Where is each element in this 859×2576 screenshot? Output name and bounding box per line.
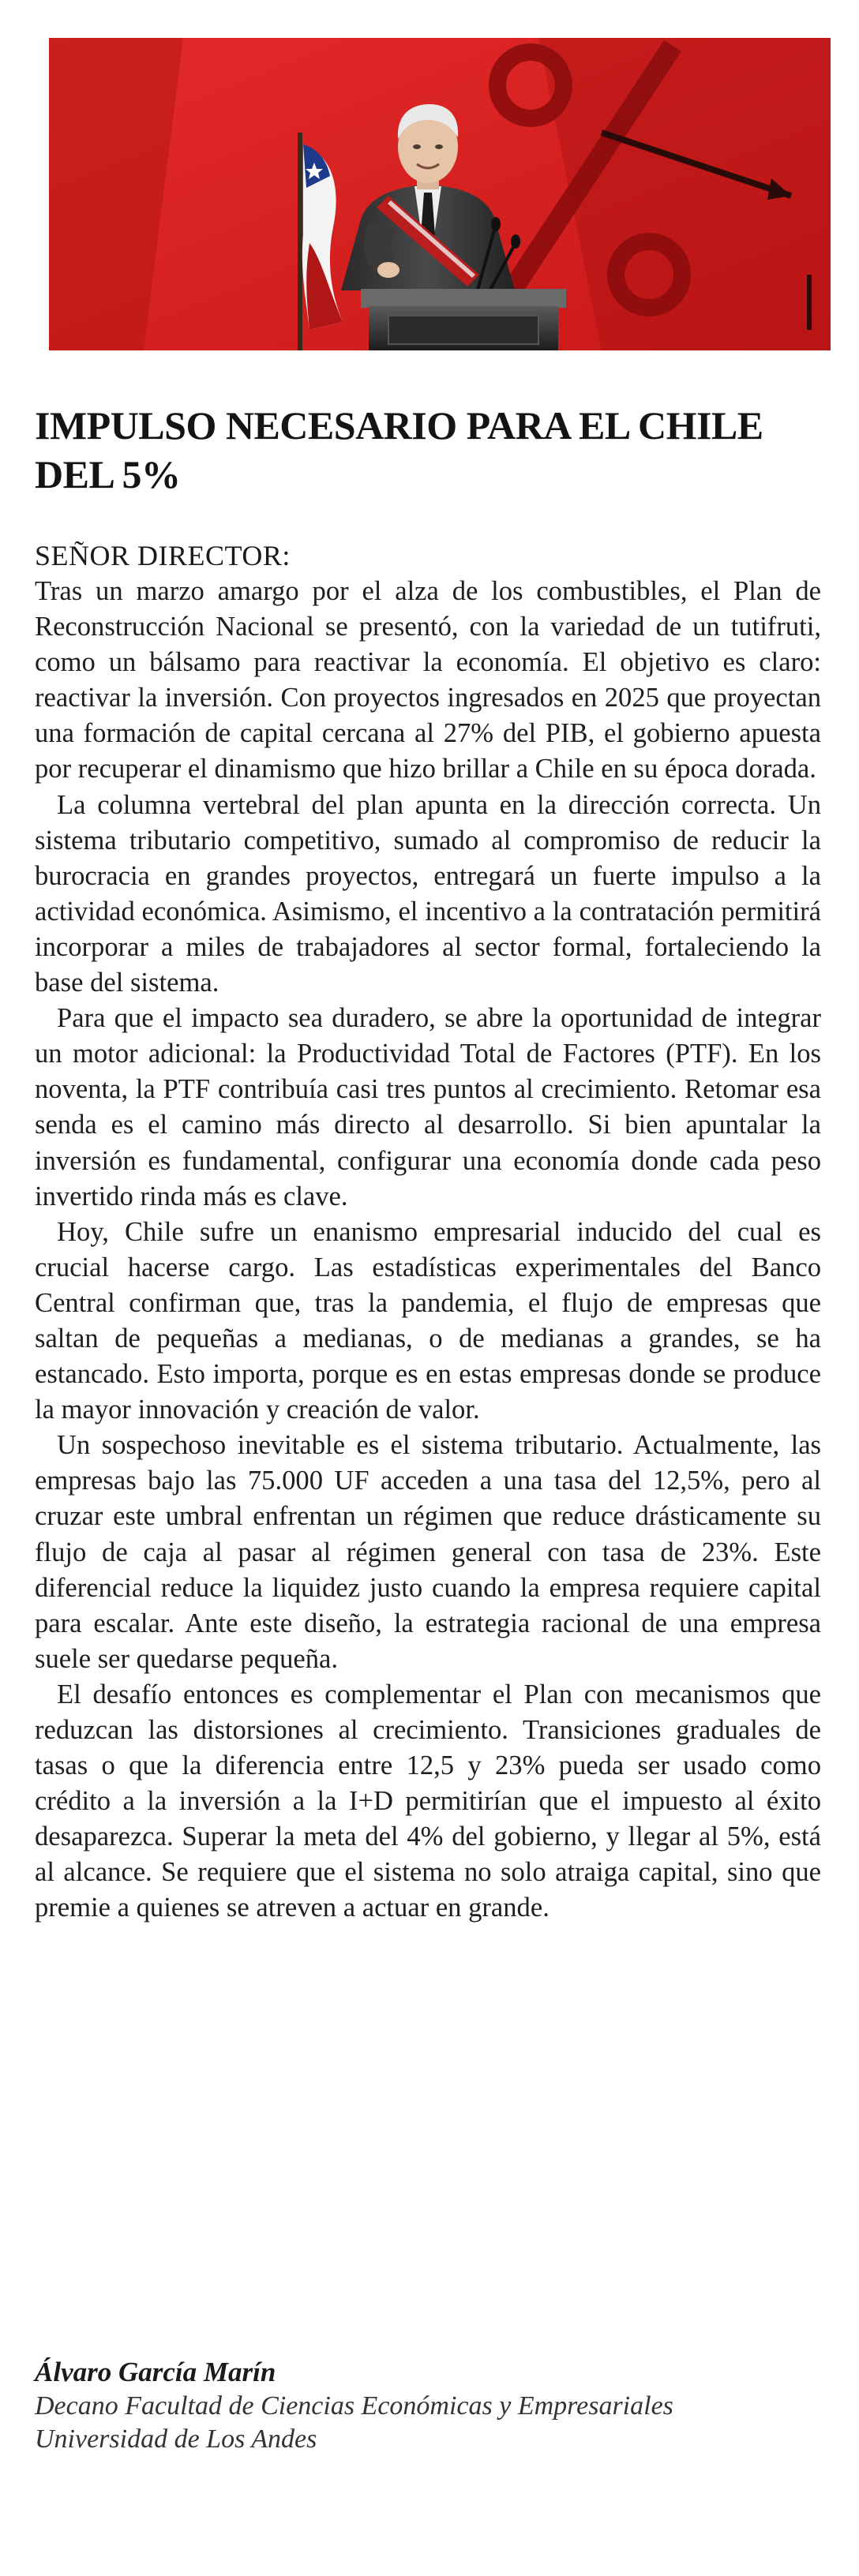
article-headline: IMPULSO NECESARIO PARA EL CHILE DEL 5% [35, 403, 763, 496]
article-paragraph-4: Hoy, Chile sufre un enanismo empresarial inducido del cual es crucial hacerse cargo. Las estadísticas experimentales del Banco Central confirman que, tras la pandemia, el flujo de empresas que saltan de pequeñas a medianas, o de medianas a grandes, se ha estancado. Esto importa, porque es en estas empresas donde se produce la mayor innovación y creación de valor. [35, 1216, 821, 1425]
article-paragraph-2: La columna vertebral del plan apunta en la dirección correcta. Un sistema tributario competitivo, sumado al compromiso de reducir la burocracia en grandes proyectos, entregará un fuerte impulso a la actividad económica. Asimismo, el incentivo a la contratación permitirá incorporar a miles de trabajadores al sector formal, fortaleciendo la base del sistema. [35, 789, 821, 998]
author-name: Álvaro García Marín [35, 2357, 276, 2387]
author-institution: Universidad de Los Andes [35, 2424, 317, 2454]
hero-illustration [49, 38, 831, 350]
article-body [35, 538, 821, 1926]
author-title: Decano Facultad de Ciencias Económicas y Empresariales [35, 2391, 673, 2421]
article-paragraph-1: Tras un marzo amargo por el alza de los combustibles, el Plan de Reconstrucción Nacional se presentó, con la variedad de un tutifruti, como un bálsamo para reactivar la economía. El objetivo es claro: reactivar la inversión. Con proyectos ingresados en 2025 que proyectan una formación de capital cercana al 27% del PIB, el gobierno apuesta por recuperar el dinamismo que hizo brillar a Chile en su época dorada. [35, 576, 821, 784]
hero-illustration-art [49, 38, 831, 350]
article-paragraph-5: Un sospechoso inevitable es el sistema tributario. Actualmente, las empresas bajo las 75.000 UF acceden a una tasa del 12,5%, pero al cruzar este umbral enfrentan un régimen que reduce drásticamente su flujo de caja al pasar al régimen general con tasa de 23%. Este diferencial reduce la liquidez justo cuando la empresa requiere capital para escalar. Ante este diseño, la estrategia racional de una empresa suele ser quedarse pequeña. [35, 1430, 821, 1674]
article-paragraph-3: Para que el impacto sea duradero, se abre la oportunidad de integrar un motor adicional: la Productividad Total de Factores (PTF). En los noventa, la PTF contribuía casi tres puntos al crecimiento. Retomar esa senda es el camino más directo al desarrollo. Si bien apuntalar la inversión es fundamental, configurar una economía donde cada peso invertido rinda más es clave. [35, 1003, 821, 1211]
podium [361, 289, 566, 350]
article-paragraph-6: El desafío entonces es complementar el Plan con mecanismos que reduzcan las distorsiones al crecimiento. Transiciones graduales de tasas o que la diferencia entre 12,5 y 23% pueda ser usado como crédito a la inversión a la I+D permitirían que el impuesto al éxito desaparezca. Superar la meta del 4% del gobierno, y llegar al 5%, está al alcance. Se requiere que el sistema no solo atraiga capital, sino que premie a quienes se atreven a actuar en grande. [35, 1679, 821, 1923]
author-signature [35, 2355, 821, 2456]
article-salutation: SEÑOR DIRECTOR: [35, 540, 291, 571]
hero-tick-mark [807, 275, 812, 330]
